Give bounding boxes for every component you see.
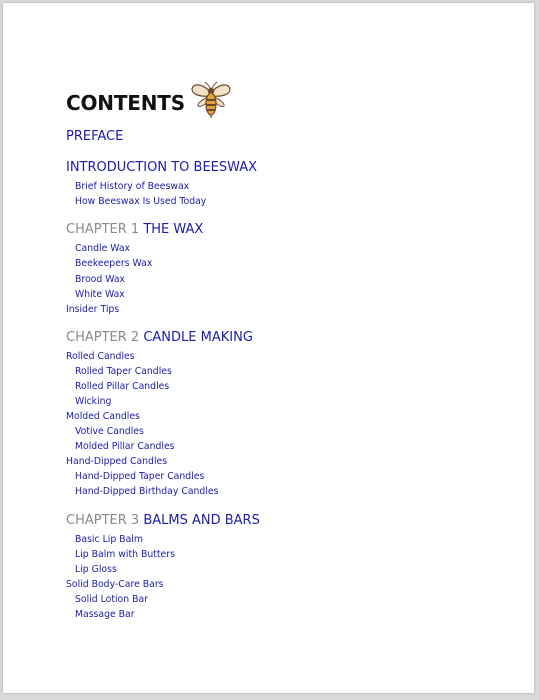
document-page <box>3 3 534 693</box>
toc-item[interactable]: Hand-Dipped Birthday Candles <box>75 486 219 497</box>
toc-item[interactable]: Molded Pillar Candles <box>75 441 175 452</box>
chapter-prefix: CHAPTER 2 <box>66 330 140 345</box>
chapter-title: BALMS AND BARS <box>143 513 260 528</box>
toc-section[interactable]: Solid Body-Care Bars <box>66 579 164 590</box>
toc-item[interactable]: Wicking <box>75 396 112 407</box>
toc-item[interactable]: Brood Wax <box>75 274 126 285</box>
contents-header <box>66 83 233 123</box>
toc-section[interactable]: Rolled Candles <box>66 351 135 362</box>
toc-section[interactable]: Hand-Dipped Candles <box>66 456 168 467</box>
toc-item[interactable]: Candle Wax <box>75 243 131 254</box>
toc-item[interactable]: Rolled Pillar Candles <box>75 381 170 392</box>
bee-icon <box>189 81 233 123</box>
toc-item[interactable]: Massage Bar <box>75 609 135 620</box>
contents-title: CONTENTS <box>66 91 185 115</box>
chapter-prefix: CHAPTER 1 <box>66 222 140 237</box>
chapter-prefix: CHAPTER 3 <box>66 513 140 528</box>
toc-item[interactable]: Hand-Dipped Taper Candles <box>75 471 205 482</box>
toc-item[interactable]: Basic Lip Balm <box>75 534 143 545</box>
toc-item[interactable]: White Wax <box>75 289 125 300</box>
toc-item[interactable]: Insider Tips <box>66 304 120 315</box>
toc-item[interactable]: How Beeswax Is Used Today <box>75 196 207 207</box>
toc-item[interactable]: Beekeepers Wax <box>75 258 153 269</box>
toc-chapter-3[interactable] <box>66 513 260 528</box>
toc-item[interactable]: Rolled Taper Candles <box>75 366 172 377</box>
toc-item[interactable]: Brief History of Beeswax <box>75 181 190 192</box>
chapter-title: THE WAX <box>143 222 204 237</box>
toc-item[interactable]: Votive Candles <box>75 426 144 437</box>
toc-preface[interactable]: PREFACE <box>66 129 124 144</box>
toc-section[interactable]: Molded Candles <box>66 411 140 422</box>
toc-introduction[interactable]: INTRODUCTION TO BEESWAX <box>66 160 258 175</box>
chapter-title: CANDLE MAKING <box>143 330 253 345</box>
toc-item[interactable]: Solid Lotion Bar <box>75 594 148 605</box>
toc-item[interactable]: Lip Gloss <box>75 564 117 575</box>
toc-item[interactable]: Lip Balm with Butters <box>75 549 175 560</box>
toc-chapter-2[interactable] <box>66 330 253 345</box>
toc-chapter-1[interactable] <box>66 222 203 237</box>
